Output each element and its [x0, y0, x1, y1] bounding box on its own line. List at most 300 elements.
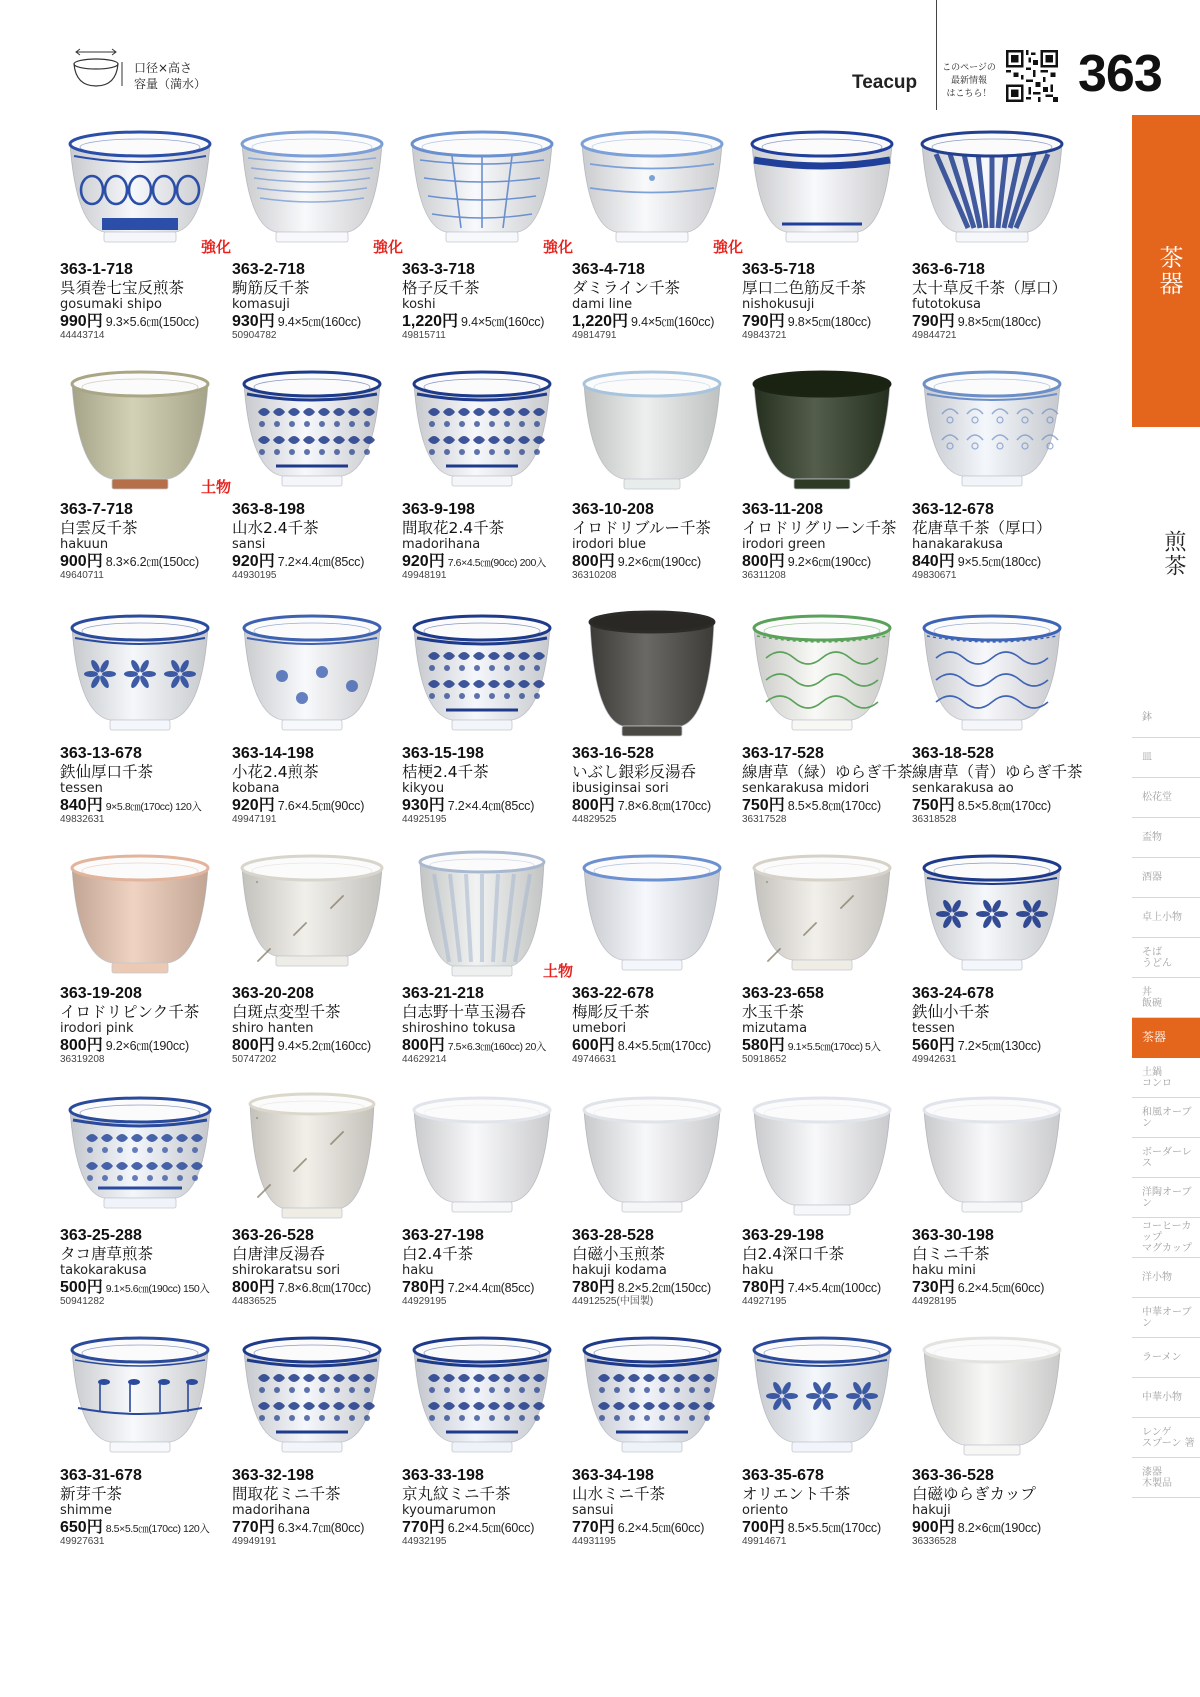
product-jan-code: 49830671: [912, 570, 957, 581]
product-code: 363-16-528: [572, 745, 654, 762]
product-spec: 8.5×5.5㎝(170cc): [787, 1521, 881, 1535]
price-line: [912, 551, 1041, 572]
landscape-bowl-icon: [232, 364, 392, 494]
product-code: 363-3-718: [402, 261, 475, 278]
product-name: 水玉千茶: [742, 1003, 805, 1021]
nav-item-label: ボーダーレス: [1142, 1146, 1192, 1169]
product-price: 840円: [60, 797, 103, 814]
product-image: [60, 124, 235, 257]
nav-item[interactable]: [1132, 898, 1200, 938]
header-divider: [936, 0, 937, 110]
product-card[interactable]: [402, 848, 582, 1098]
side-subcategory: 煎茶: [1161, 530, 1186, 578]
product-spec: 8.4×5.5㎝(170cc): [617, 1039, 711, 1053]
nav-item-label: 土鍋 コンロ: [1142, 1066, 1172, 1089]
nav-item[interactable]: [1132, 1218, 1200, 1258]
product-romaji: komasuji: [232, 297, 290, 312]
product-spec: 9.8×5㎝(180cc): [957, 315, 1041, 329]
plum-carved-bowl-icon: [572, 848, 732, 978]
nav-item[interactable]: [1132, 778, 1200, 818]
product-code: 363-34-198: [572, 1467, 654, 1484]
product-image: [402, 608, 577, 741]
product-spec: 9.1×5.6㎝(190cc) 150入: [105, 1283, 210, 1295]
nav-item-label: 洋陶オーブン: [1142, 1186, 1192, 1209]
product-price: 930円: [232, 313, 275, 330]
stripe-lines-bowl-icon: [232, 124, 392, 254]
product-image: [912, 1090, 1087, 1223]
product-jan-code: 44932195: [402, 1536, 447, 1547]
product-name: 京丸紋ミニ千茶: [402, 1485, 511, 1503]
product-jan-code: 50747202: [232, 1054, 277, 1065]
product-image: [60, 1330, 235, 1463]
product-name: 厚口二色筋反千茶: [742, 279, 867, 297]
blue-vine-bowl-icon: [912, 608, 1072, 738]
price-line: [572, 1277, 711, 1298]
octopus-scroll-bowl-icon: [60, 1090, 220, 1220]
product-image: [232, 608, 407, 741]
product-romaji: hanakarakusa: [912, 537, 1004, 552]
product-badge: 土物: [542, 962, 573, 980]
product-card[interactable]: [572, 364, 752, 614]
pale-blue-cup-icon: [572, 364, 732, 494]
product-card[interactable]: [742, 1090, 922, 1340]
product-code: 363-20-208: [232, 985, 314, 1002]
product-price: 770円: [232, 1519, 275, 1536]
price-line: [402, 1277, 534, 1298]
product-card[interactable]: [402, 124, 582, 374]
product-spec: 7.5×6.3㎝(160cc) 20入: [447, 1041, 547, 1053]
product-jan-code: 49832631: [60, 814, 105, 825]
product-jan-code: 50918652: [742, 1054, 787, 1065]
product-name: タコ唐草煎茶: [60, 1245, 154, 1263]
nav-item-label: 盃物: [1142, 832, 1162, 843]
nav-item[interactable]: [1132, 1058, 1200, 1098]
product-code: 363-1-718: [60, 261, 133, 278]
nav-item-label: 漆器 木製品: [1142, 1466, 1172, 1489]
nav-item[interactable]: [1132, 698, 1200, 738]
product-price: 920円: [232, 553, 275, 570]
product-card[interactable]: [572, 608, 752, 858]
product-romaji: nishokusuji: [742, 297, 815, 312]
product-code: 363-12-678: [912, 501, 994, 518]
product-name: 白2.4千茶: [402, 1245, 474, 1263]
product-name: 山水ミニ千茶: [572, 1485, 666, 1503]
stoneware-cup-icon: [60, 364, 220, 494]
product-card[interactable]: [60, 608, 240, 858]
product-image: [232, 364, 407, 497]
product-price: 800円: [572, 553, 615, 570]
product-card[interactable]: [912, 124, 1092, 374]
product-price: 990円: [60, 313, 103, 330]
price-line: [742, 1277, 881, 1298]
product-romaji: senkarakusa midori: [742, 781, 870, 796]
product-name: 白雲反千茶: [60, 519, 138, 537]
product-jan-code: 44836525: [232, 1296, 277, 1307]
bellflower-bowl-icon: [402, 608, 562, 738]
product-code: 363-23-658: [742, 985, 824, 1002]
nav-item-label: 鉢: [1142, 712, 1152, 723]
product-jan-code: 49942631: [912, 1054, 957, 1065]
page-category: Teacup: [852, 72, 918, 93]
product-badge: 土物: [200, 478, 231, 496]
product-image: [402, 1090, 577, 1223]
product-romaji: hakuun: [60, 537, 109, 552]
nav-item[interactable]: [1132, 1458, 1200, 1498]
product-romaji: sansi: [232, 537, 266, 552]
floral-scroll-bowl-icon: [912, 364, 1072, 494]
lattice-bowl-icon: [402, 124, 562, 254]
product-card[interactable]: [402, 364, 582, 614]
kyo-crest-bowl-icon: [402, 1330, 562, 1460]
product-name: 間取花2.4千茶: [402, 519, 505, 537]
product-code: 363-11-208: [742, 501, 823, 518]
product-image: [402, 848, 577, 981]
price-line: [742, 311, 871, 332]
product-spec: 7.8×6.8㎝(170cc): [277, 1281, 371, 1295]
product-name: 白2.4深口千茶: [742, 1245, 845, 1263]
product-spec: 6.2×4.5㎝(60cc): [957, 1281, 1045, 1295]
product-name: イロドリグリーン千茶: [742, 519, 897, 537]
product-romaji: takokarakusa: [60, 1263, 147, 1278]
product-price: 1,220円: [402, 313, 459, 330]
nav-item-label: 皿: [1142, 752, 1152, 763]
product-price: 780円: [402, 1279, 445, 1296]
product-image: [742, 364, 917, 497]
legend-capacity-label: 容量（満水）: [134, 77, 207, 91]
panel-flower-mini-bowl-icon: [232, 1330, 392, 1460]
nav-item-label: 丼 飯碗: [1142, 986, 1162, 1009]
product-image: [572, 608, 747, 741]
legend-size-label: 口径×高さ: [134, 61, 193, 75]
product-code: 363-10-208: [572, 501, 654, 518]
product-image: [572, 848, 747, 981]
product-spec: 6.3×4.7㎝(80cc): [277, 1521, 365, 1535]
sprout-bowl-icon: [60, 1330, 220, 1460]
product-jan-code: 36311208: [742, 570, 786, 581]
product-romaji: tessen: [912, 1021, 955, 1036]
nav-item-label: 卓上小物: [1142, 912, 1182, 923]
product-card[interactable]: [572, 848, 752, 1098]
product-price: 920円: [232, 797, 275, 814]
product-spec: 7.2×4.4㎝(85cc): [277, 555, 365, 569]
product-name: いぶし銀彩反湯呑: [572, 763, 697, 781]
product-jan-code: 44928195: [912, 1296, 957, 1307]
product-image: [232, 124, 407, 257]
product-romaji: kyoumarumon: [402, 1503, 497, 1518]
product-spec: 7.2×4.4㎝(85cc): [447, 799, 535, 813]
price-line: [572, 1035, 711, 1056]
product-code: 363-30-198: [912, 1227, 994, 1244]
product-price: 920円: [402, 553, 445, 570]
product-code: 363-7-718: [60, 501, 133, 518]
product-spec: 8.5×5.5㎝(170cc) 120入: [105, 1523, 210, 1535]
product-name: 新芽千茶: [60, 1485, 123, 1503]
nav-item[interactable]: [1132, 1298, 1200, 1338]
price-line: [912, 1277, 1044, 1298]
nav-item[interactable]: [1132, 1418, 1200, 1458]
price-line: [742, 795, 881, 816]
qr-note-line: 最新情報: [950, 76, 987, 86]
white-bowl-icon: [402, 1090, 562, 1220]
product-romaji: madorihana: [232, 1503, 311, 1518]
product-jan-code: 49844721: [912, 330, 957, 341]
product-name: 小花2.4煎茶: [232, 763, 319, 781]
product-price: 770円: [402, 1519, 445, 1536]
product-code: 363-35-678: [742, 1467, 824, 1484]
product-code: 363-25-288: [60, 1227, 142, 1244]
product-name: 鉄仙厚口千茶: [60, 763, 154, 781]
pink-cup-icon: [60, 848, 220, 978]
nav-item-label: そば うどん: [1142, 946, 1172, 969]
product-card[interactable]: [232, 124, 412, 374]
product-romaji: gosumaki shipo: [60, 297, 162, 312]
qr-code-icon[interactable]: [1006, 50, 1058, 102]
product-spec: 9.2×6㎝(190cc): [787, 555, 871, 569]
product-card[interactable]: [742, 608, 922, 858]
product-spec: 9.4×5㎝(160cc): [631, 315, 715, 329]
nav-item-label: 松花堂: [1142, 792, 1172, 803]
product-code: 363-13-678: [60, 745, 142, 762]
price-line: [572, 795, 711, 816]
product-card[interactable]: [742, 1330, 922, 1580]
product-price: 800円: [572, 797, 615, 814]
product-card[interactable]: [572, 1330, 752, 1580]
product-code: 363-14-198: [232, 745, 314, 762]
price-line: [742, 1517, 881, 1538]
nav-item[interactable]: [1132, 978, 1200, 1018]
product-price: 600円: [572, 1037, 615, 1054]
price-line: [402, 795, 534, 816]
product-card[interactable]: [60, 1330, 240, 1580]
nav-item[interactable]: [1132, 1378, 1200, 1418]
product-spec: 9.2×6㎝(190cc): [105, 1039, 189, 1053]
price-line: [912, 1517, 1041, 1538]
shippo-bowl-icon: [60, 124, 220, 254]
product-card[interactable]: [912, 364, 1092, 614]
nav-item[interactable]: [1132, 1098, 1200, 1138]
product-spec: 7.6×4.5㎝(90cc) 200入: [447, 557, 547, 569]
product-card[interactable]: [60, 364, 240, 614]
product-spec: 9.8×5㎝(180cc): [787, 315, 871, 329]
product-card[interactable]: [60, 1090, 240, 1340]
product-jan-code: 44929195: [402, 1296, 447, 1307]
dark-green-cup-icon: [742, 364, 902, 494]
price-line: [742, 551, 871, 572]
silver-glaze-cup-icon: [572, 608, 732, 738]
product-name: 白志野十草玉湯呑: [402, 1003, 527, 1021]
product-name: 白磁小玉煎茶: [572, 1245, 666, 1263]
product-card[interactable]: [572, 1090, 752, 1340]
product-spec: 9.4×5.2㎝(160cc): [277, 1039, 371, 1053]
product-card[interactable]: [60, 848, 240, 1098]
nav-item[interactable]: [1132, 1338, 1200, 1378]
nav-item[interactable]: [1132, 1138, 1200, 1178]
price-line: [402, 311, 544, 332]
product-image: [60, 608, 235, 741]
nav-item-label: 中華小物: [1142, 1392, 1182, 1403]
qr-note: [938, 62, 1000, 101]
product-card[interactable]: [402, 608, 582, 858]
product-card[interactable]: [572, 124, 752, 374]
nav-item[interactable]: [1132, 938, 1200, 978]
product-spec: 7.8×6.8㎝(170cc): [617, 799, 711, 813]
product-image: [742, 124, 917, 257]
product-name: 線唐草（青）ゆらぎ千茶: [912, 763, 1083, 781]
product-card[interactable]: [232, 364, 412, 614]
nav-item-label: コーヒーカップ マグカップ: [1142, 1221, 1192, 1254]
product-image: [60, 848, 235, 981]
product-jan-code: 44629214: [402, 1054, 447, 1065]
product-jan-code: 49640711: [60, 570, 104, 581]
product-image: [232, 848, 407, 981]
product-card[interactable]: [912, 1330, 1092, 1580]
product-price: 800円: [742, 553, 785, 570]
nav-item-label: 洋小物: [1142, 1272, 1172, 1283]
two-band-bowl-icon: [742, 124, 902, 254]
product-card[interactable]: [402, 1090, 582, 1340]
nav-item[interactable]: [1132, 1018, 1200, 1058]
product-jan-code: 36318528: [912, 814, 957, 825]
product-romaji: shiro hanten: [232, 1021, 314, 1036]
price-line: [60, 551, 199, 572]
product-jan-code: 49949191: [232, 1536, 277, 1547]
product-card[interactable]: [402, 1330, 582, 1580]
product-price: 770円: [572, 1519, 615, 1536]
side-tab-chaki[interactable]: [1132, 115, 1200, 427]
product-romaji: shirokaratsu sori: [232, 1263, 341, 1278]
product-code: 363-36-528: [912, 1467, 994, 1484]
product-name: 白唐津反湯呑: [232, 1245, 326, 1263]
product-jan-code: 44829525: [572, 814, 617, 825]
product-code: 363-31-678: [60, 1467, 142, 1484]
product-romaji: irodori blue: [572, 537, 647, 552]
product-badge: 強化: [372, 238, 403, 256]
nav-item[interactable]: [1132, 738, 1200, 778]
product-card[interactable]: [232, 608, 412, 858]
product-code: 363-8-198: [232, 501, 305, 518]
product-price: 700円: [742, 1519, 785, 1536]
product-code: 363-26-528: [232, 1227, 314, 1244]
nav-item[interactable]: [1132, 818, 1200, 858]
product-romaji: ibusiginsai sori: [572, 781, 669, 796]
product-price: 780円: [572, 1279, 615, 1296]
product-badge: 強化: [542, 238, 573, 256]
qr-note-line: はこちら！: [946, 89, 992, 99]
product-card[interactable]: [742, 848, 922, 1098]
product-card[interactable]: [912, 848, 1092, 1098]
nav-item-label: 茶器: [1142, 1030, 1167, 1044]
product-code: 363-5-718: [742, 261, 815, 278]
product-price: 930円: [402, 797, 445, 814]
product-spec: 9×5.8㎝(170cc) 120入: [105, 801, 202, 813]
product-jan-code: 44912525(中国製): [572, 1296, 654, 1307]
product-card[interactable]: [232, 848, 412, 1098]
landscape-mini-bowl-icon: [572, 1330, 732, 1460]
product-card[interactable]: [912, 608, 1092, 858]
price-line: [232, 311, 361, 332]
price-line: [572, 1517, 704, 1538]
product-image: [742, 1090, 917, 1223]
product-code: 363-27-198: [402, 1227, 484, 1244]
product-code: 363-9-198: [402, 501, 475, 518]
product-name: イロドリブルー千茶: [572, 519, 711, 537]
product-card[interactable]: [232, 1090, 412, 1340]
product-card[interactable]: [742, 124, 922, 374]
product-jan-code: 44927195: [742, 1296, 787, 1307]
product-jan-code: 44930195: [232, 570, 277, 581]
product-price: 790円: [742, 313, 785, 330]
product-romaji: hakuji kodama: [572, 1263, 667, 1278]
product-code: 363-18-528: [912, 745, 994, 762]
price-line: [572, 551, 701, 572]
product-spec: 9.3×5.6㎝(150cc): [105, 315, 199, 329]
dami-line-bowl-icon: [572, 124, 732, 254]
product-spec: 8.5×5.8㎝(170cc): [787, 799, 881, 813]
product-image: [742, 1330, 917, 1463]
product-card[interactable]: [742, 364, 922, 614]
bowl-dimension-icon: [70, 48, 126, 90]
product-image: [912, 608, 1087, 741]
product-romaji: haku mini: [912, 1263, 976, 1278]
product-romaji: shimme: [60, 1503, 112, 1518]
product-image: [60, 1090, 235, 1223]
product-price: 800円: [232, 1037, 275, 1054]
product-romaji: futotokusa: [912, 297, 982, 312]
product-badge: 強化: [200, 238, 231, 256]
product-jan-code: 49914671: [742, 1536, 787, 1547]
product-romaji: hakuji: [912, 1503, 951, 1518]
product-romaji: umebori: [572, 1021, 627, 1036]
price-line: [232, 551, 364, 572]
product-price: 800円: [402, 1037, 445, 1054]
product-price: 750円: [742, 797, 785, 814]
speckled-bowl-icon: [232, 848, 392, 978]
product-price: 790円: [912, 313, 955, 330]
price-line: [60, 1035, 189, 1056]
product-code: 363-29-198: [742, 1227, 824, 1244]
product-code: 363-19-208: [60, 985, 142, 1002]
karatsu-cup-icon: [232, 1090, 392, 1220]
product-price: 500円: [60, 1279, 103, 1296]
nav-item[interactable]: [1132, 1258, 1200, 1298]
product-card[interactable]: [232, 1330, 412, 1580]
qr-note-line: このページの: [942, 63, 996, 73]
nav-item[interactable]: [1132, 1178, 1200, 1218]
product-card[interactable]: [912, 1090, 1092, 1340]
product-jan-code: 49947191: [232, 814, 277, 825]
product-image: [402, 364, 577, 497]
nav-item[interactable]: [1132, 858, 1200, 898]
product-spec: 9.4×5㎝(160cc): [277, 315, 361, 329]
product-code: 363-21-218: [402, 985, 484, 1002]
product-name: 太十草反千茶（厚口）: [912, 279, 1068, 297]
product-code: 363-2-718: [232, 261, 305, 278]
product-name: 白磁ゆらぎカップ: [912, 1485, 1036, 1503]
product-price: 840円: [912, 553, 955, 570]
product-image: [742, 848, 917, 981]
product-image: [572, 1090, 747, 1223]
product-name: 白ミニ千茶: [912, 1245, 990, 1263]
product-image: [572, 124, 747, 257]
product-jan-code: 36317528: [742, 814, 787, 825]
shino-tokusa-cup-icon: [402, 848, 562, 978]
product-spec: 9.1×5.5㎝(170cc) 5入: [787, 1041, 881, 1053]
polka-dot-bowl-icon: [742, 848, 902, 978]
white-mini-bowl-icon: [912, 1090, 1072, 1220]
product-price: 800円: [60, 1037, 103, 1054]
price-line: [232, 795, 364, 816]
product-card[interactable]: [60, 124, 240, 374]
